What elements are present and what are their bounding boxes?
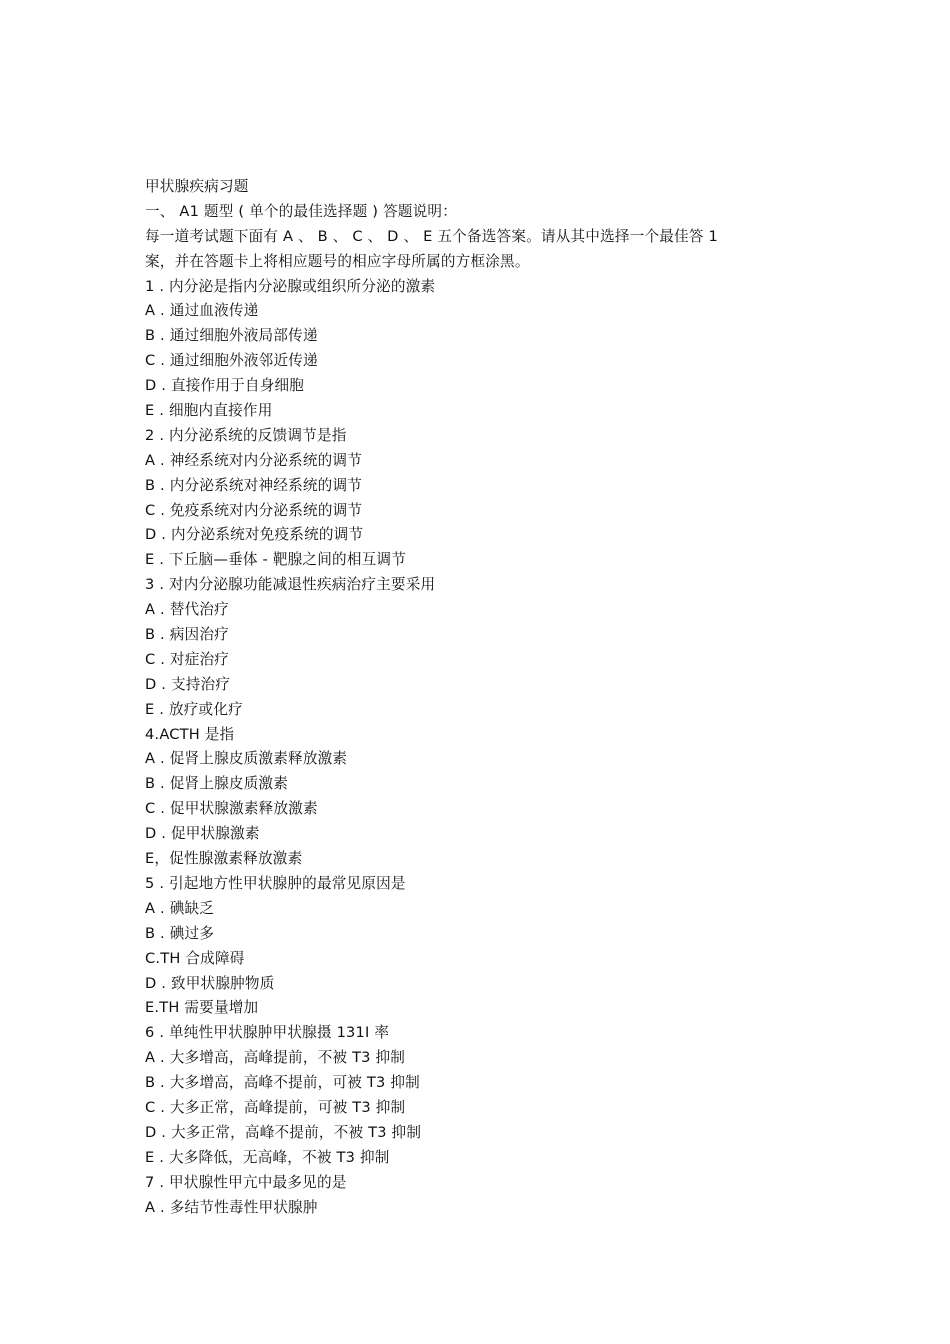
text-line: 案，并在答题卡上将相应题号的相应字母所属的方框涂黑。 bbox=[145, 252, 530, 270]
text-line: A . 促肾上腺皮质激素释放激素 bbox=[145, 750, 348, 768]
text-line: D . 支持治疗 bbox=[145, 675, 231, 693]
text-line: C . 通过细胞外液邻近传递 bbox=[145, 352, 318, 370]
text-line: 5 . 引起地方性甲状腺肿的最常见原因是 bbox=[145, 874, 406, 892]
text-line: C . 促甲状腺激素释放激素 bbox=[145, 800, 318, 818]
text-line: 7 . 甲状腺性甲亢中最多见的是 bbox=[145, 1173, 347, 1191]
text-line: C . 大多正常，高峰提前，可被 T3 抑制 bbox=[145, 1098, 406, 1116]
text-line: D . 致甲状腺肿物质 bbox=[145, 974, 275, 992]
text-line: B . 促肾上腺皮质激素 bbox=[145, 775, 289, 793]
text-line: 4.ACTH 是指 bbox=[145, 725, 235, 743]
text-line: B . 内分泌系统对神经系统的调节 bbox=[145, 476, 363, 494]
text-line: D . 促甲状腺激素 bbox=[145, 825, 260, 843]
document-lines bbox=[145, 200, 815, 1221]
text-line: A . 多结节性毒性甲状腺肿 bbox=[145, 1198, 318, 1216]
text-line: D . 大多正常，高峰不提前，不被 T3 抑制 bbox=[145, 1123, 422, 1141]
text-line: E.TH 需要量增加 bbox=[145, 999, 259, 1017]
text-line: C . 免疫系统对内分泌系统的调节 bbox=[145, 501, 363, 519]
text-line: D . 内分泌系统对免疫系统的调节 bbox=[145, 526, 364, 544]
text-line: E . 细胞内直接作用 bbox=[145, 402, 273, 420]
text-line: A . 替代治疗 bbox=[145, 601, 229, 619]
document-title: 甲状腺疾病习题 bbox=[145, 178, 249, 195]
text-line: A . 通过血液传递 bbox=[145, 302, 259, 320]
text-line: 一、 A1 题型 ( 单个的最佳选择题 ) 答题说明： bbox=[145, 202, 457, 220]
text-line: B . 大多增高，高峰不提前，可被 T3 抑制 bbox=[145, 1074, 420, 1092]
text-line: B . 碘过多 bbox=[145, 924, 215, 942]
text-line: C . 对症治疗 bbox=[145, 650, 230, 668]
text-line: E . 大多降低，无高峰，不被 T3 抑制 bbox=[145, 1148, 390, 1166]
text-line: B . 通过细胞外液局部传递 bbox=[145, 327, 318, 345]
text-line: 1 . 内分泌是指内分泌腺或组织所分泌的激素 bbox=[145, 277, 436, 295]
text-line: C.TH 合成障碍 bbox=[145, 949, 245, 967]
text-line: D . 直接作用于自身细胞 bbox=[145, 377, 305, 395]
text-line: A . 大多增高，高峰提前，不被 T3 抑制 bbox=[145, 1049, 406, 1067]
text-line: E，促性腺激素释放激素 bbox=[145, 850, 303, 868]
text-line: A . 碘缺乏 bbox=[145, 899, 215, 917]
text-line: E . 下丘脑—垂体 - 靶腺之间的相互调节 bbox=[145, 551, 406, 569]
document-body bbox=[145, 175, 815, 1220]
text-line: 2 . 内分泌系统的反馈调节是指 bbox=[145, 426, 347, 444]
text-line: B . 病因治疗 bbox=[145, 626, 229, 644]
text-line: 3 . 对内分泌腺功能减退性疾病治疗主要采用 bbox=[145, 576, 436, 594]
text-line: 6 . 单纯性甲状腺肿甲状腺摄 131I 率 bbox=[145, 1024, 390, 1042]
text-line: 每一道考试题下面有 A 、 B 、 C 、 D 、 E 五个备选答案。请从其中选择一个最佳答 1 bbox=[145, 227, 718, 245]
text-line: E . 放疗或化疗 bbox=[145, 700, 243, 718]
text-line: A . 神经系统对内分泌系统的调节 bbox=[145, 451, 363, 469]
